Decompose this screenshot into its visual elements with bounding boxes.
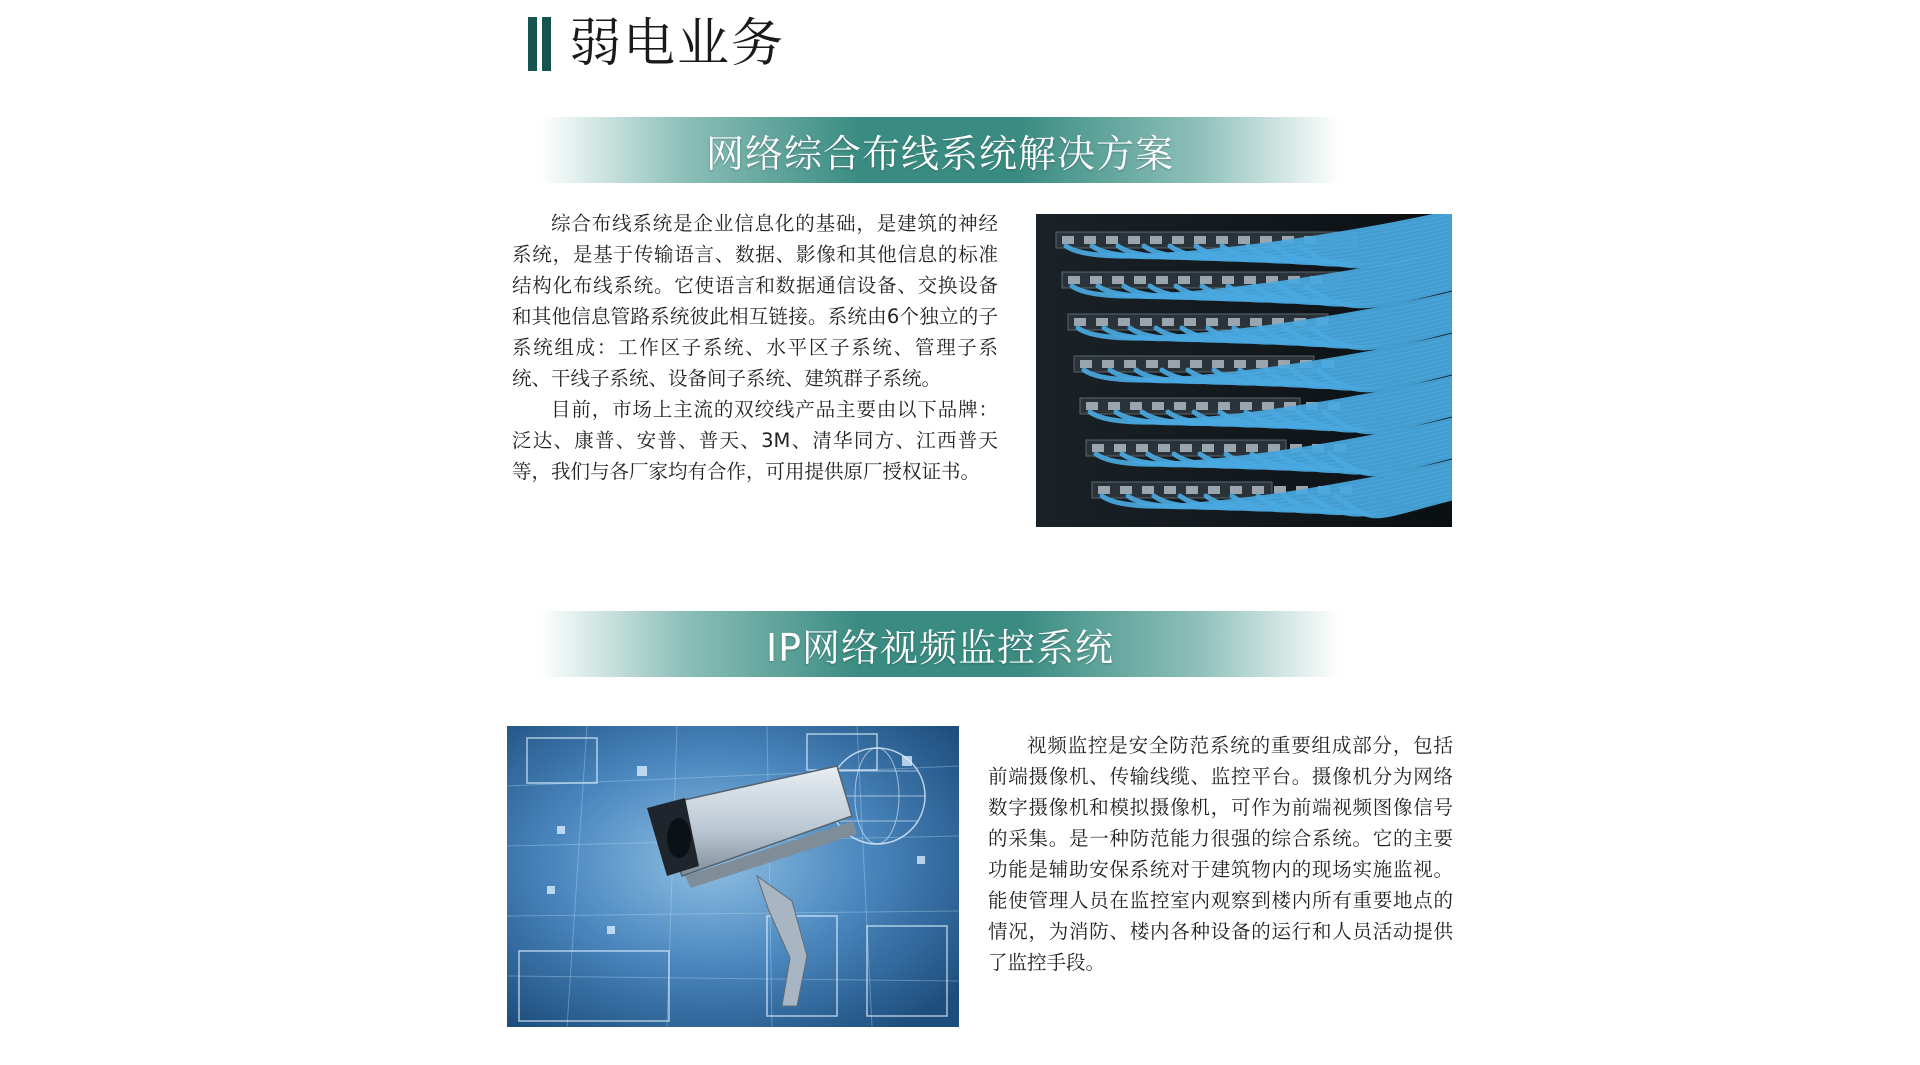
heading-accent-bars [528, 17, 551, 71]
network-cable-rack-image [1036, 214, 1452, 527]
section-text-video [988, 730, 1453, 978]
page-heading [528, 12, 785, 76]
section-title-cabling: 网络综合布线系统解决方案 [705, 131, 1174, 176]
paragraph: 视频监控是安全防范系统的重要组成部分，包括前端摄像机、传输线缆、监控平台。摄像机分为网络数字摄像机和模拟摄像机，可作为前端视频图像信号的采集。是一种防范能力很强的综合系统。它的主要功能是辅助安保系统对于建筑物内的现场实施监视。能使管理人员在监控室内观察到楼内所有重要地点的情况，为消防、楼内各种设备的运行和人员活动提供了监控手段。 [988, 734, 1453, 974]
surveillance-camera-image [507, 726, 959, 1027]
section-banner-video [540, 611, 1340, 677]
page-title: 弱电业务 [569, 14, 786, 74]
section-banner-cabling [540, 117, 1340, 183]
paragraph: 目前，市场上主流的双绞线产品主要由以下品牌：泛达、康普、安普、普天、3M、清华同方、江西普天等，我们与各厂家均有合作，可用提供原厂授权证书。 [512, 398, 998, 483]
section-text-cabling [512, 208, 998, 487]
paragraph: 综合布线系统是企业信息化的基础，是建筑的神经系统，是基于传输语言、数据、影像和其他信息的标准结构化布线系统。它使语言和数据通信设备、交换设备和其他信息管路系统彼此相互链接。系统由6个独立的子系统组成：工作区子系统、水平区子系统、管理子系统、干线子系统、设备间子系统、建筑群子系统。 [512, 212, 998, 390]
section-title-video: IP网络视频监控系统 [765, 625, 1115, 670]
